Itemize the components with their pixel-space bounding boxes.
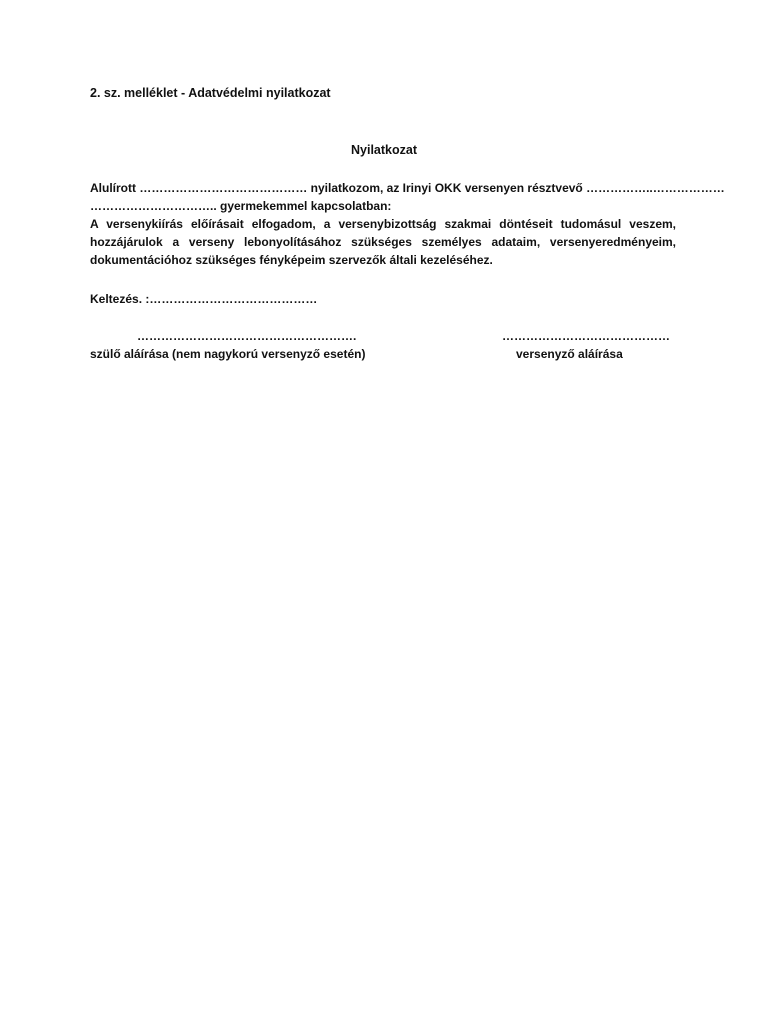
document-title: Nyilatkozat [351, 143, 417, 157]
parent-signature-label: szülő aláírása (nem nagykorú versenyző esetén) [90, 347, 366, 361]
declaration-body [90, 179, 725, 269]
dated-field: Keltezés. :…………………………………… [90, 292, 318, 306]
annex-title: 2. sz. melléklet - Adatvédelmi nyilatkozat [90, 86, 331, 100]
competitor-signature-line: …………………………………… [502, 329, 670, 343]
competitor-signature-label: versenyző aláírása [516, 347, 623, 361]
declaration-line-1: Alulírott …………………………………… nyilatkozom, az Irinyi OKK versenyen résztvevő ……………..……………… [90, 181, 725, 195]
parent-signature-line: ………………………………………………. [137, 329, 357, 343]
consent-paragraph: A versenykiírás előírásait elfogadom, a versenybizottság szakmai döntéseit tudomásul veszem, hozzájárulok a verseny lebonyolításához szükséges személyes adataim, versenyeredményeim, dokumentációhoz szükséges fényképeim szervezők általi kezeléséhez. [90, 217, 676, 267]
declaration-line-2: ………………………….. gyermekemmel kapcsolatban: [90, 199, 392, 213]
